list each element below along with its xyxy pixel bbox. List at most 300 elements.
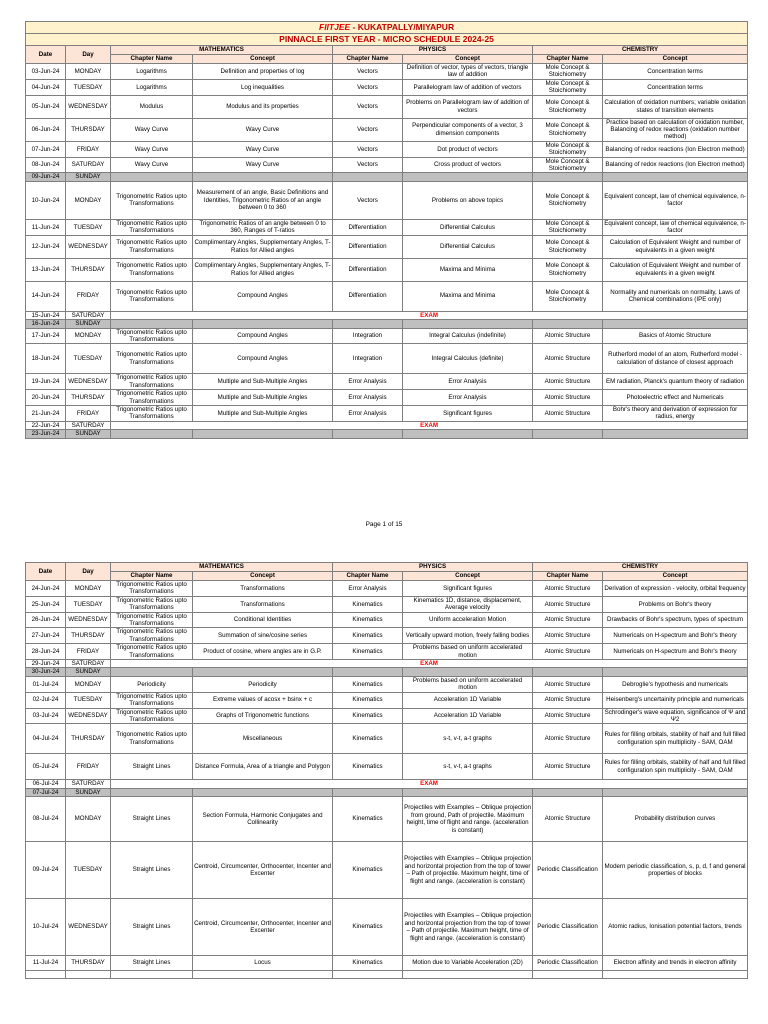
day-cell: SATURDAY: [66, 780, 111, 788]
physics-chapter-cell: Kinematics: [333, 842, 403, 899]
chemistry-concept-cell: Rutherford model of an atom, Rutherford model - calculation of distance of closest approach: [603, 344, 748, 374]
empty-cell: [403, 430, 533, 438]
fiitjee-logo: FIITJEE: [319, 22, 351, 32]
date-cell: 10-Jun-24: [26, 181, 66, 219]
math-chapter-cell: Logarithms: [111, 79, 193, 95]
chemistry-concept-cell: Numericals on H-spectrum and Bohr's theory: [603, 628, 748, 644]
sunday-row: [26, 668, 748, 676]
chemistry-concept-cell: Calculation of Equivalent Weight and number of equivalents in a given weight: [603, 258, 748, 281]
date-cell: [26, 971, 66, 979]
schedule-row: [26, 644, 748, 660]
exam-row: [26, 780, 748, 788]
math-chapter-cell: Trigonometric Ratios upto Transformations: [111, 374, 193, 390]
math-concept-cell: Wavy Curve: [193, 157, 333, 173]
empty-cell: [333, 788, 403, 796]
math-concept-cell: Log inequalities: [193, 79, 333, 95]
physics-concept-cell: Differential Calculus: [403, 235, 533, 258]
chemistry-chapter-cell: Atomic Structure: [533, 692, 603, 708]
schedule-row: [26, 219, 748, 235]
physics-chapter-cell: Error Analysis: [333, 374, 403, 390]
math-concept-cell: Centroid, Circumcenter, Orthocenter, Incenter and Excenter: [193, 899, 333, 956]
empty-cell: [193, 430, 333, 438]
math-concept-cell: Compound Angles: [193, 328, 333, 344]
date-cell: 28-Jun-24: [26, 644, 66, 660]
math-chapter-cell: Trigonometric Ratios upto Transformations: [111, 281, 193, 311]
day-cell: WEDNESDAY: [66, 612, 111, 628]
schedule-row: [26, 95, 748, 118]
date-cell: 21-Jun-24: [26, 405, 66, 421]
chemistry-concept-cell: Rules for filling orbitals, stability of half and full filled configuration spin multiplicity - SAM, OAM: [603, 724, 748, 754]
schedule-title: PINNACLE FIRST YEAR - MICRO SCHEDULE 2024-25: [26, 34, 748, 46]
schedule-row: [26, 899, 748, 956]
empty-cell: [333, 430, 403, 438]
math-concept-cell: Extreme values of acosx + bsinx + c: [193, 692, 333, 708]
math-concept-cell: Wavy Curve: [193, 141, 333, 157]
chemistry-concept-cell: Practice based on calculation of oxidation number, Balancing of redox reactions (oxidation number method): [603, 118, 748, 141]
day-cell: THURSDAY: [66, 258, 111, 281]
physics-chapter-cell: Kinematics: [333, 797, 403, 842]
physics-header: PHYSICS: [333, 563, 533, 572]
chemistry-chapter-cell: Mole Concept & Stoichiometry: [533, 281, 603, 311]
physics-chapter-cell: Vectors: [333, 181, 403, 219]
date-cell: 24-Jun-24: [26, 581, 66, 597]
chemistry-chapter-cell: Atomic Structure: [533, 344, 603, 374]
physics-chapter-cell: Kinematics: [333, 692, 403, 708]
chemistry-concept-cell: [603, 971, 748, 979]
exam-label: EXAM: [111, 660, 748, 668]
chemistry-chapter-cell: Atomic Structure: [533, 708, 603, 724]
chemistry-chapter-cell: Atomic Structure: [533, 676, 603, 692]
math-concept-cell: Conditional Identities: [193, 612, 333, 628]
schedule-row: [26, 141, 748, 157]
chemistry-header: CHEMISTRY: [533, 563, 748, 572]
chemistry-concept-cell: Rules for filling orbitals, stability of half and full filled configuration spin multiplicity - SAM, OAM: [603, 754, 748, 780]
day-cell: MONDAY: [66, 581, 111, 597]
chemistry-concept-cell: Calculation of oxidation numbers; variable oxidation states of transition elements: [603, 95, 748, 118]
chemistry-chapter-cell: Mole Concept & Stoichiometry: [533, 258, 603, 281]
sunday-row: [26, 320, 748, 328]
schedule-row: [26, 612, 748, 628]
day-cell: WEDNESDAY: [66, 235, 111, 258]
date-cell: 18-Jun-24: [26, 344, 66, 374]
empty-cell: [193, 788, 333, 796]
day-cell: THURSDAY: [66, 390, 111, 406]
math-concept-cell: Graphs of Trigonometric functions: [193, 708, 333, 724]
concept-header: Concept: [403, 572, 533, 581]
day-header: Day: [66, 563, 111, 581]
schedule-table-2: [25, 562, 748, 979]
physics-chapter-cell: Kinematics: [333, 708, 403, 724]
math-concept-cell: Locus: [193, 956, 333, 971]
chemistry-chapter-cell: Mole Concept & Stoichiometry: [533, 157, 603, 173]
schedule-row: [26, 956, 748, 971]
day-cell: FRIDAY: [66, 141, 111, 157]
date-cell: 08-Jun-24: [26, 157, 66, 173]
day-cell: MONDAY: [66, 676, 111, 692]
day-cell: TUESDAY: [66, 79, 111, 95]
math-concept-cell: Modulus and its properties: [193, 95, 333, 118]
page-number: Page 1 of 15: [365, 521, 403, 528]
day-cell: WEDNESDAY: [66, 899, 111, 956]
date-cell: 20-Jun-24: [26, 390, 66, 406]
sunday-row: [26, 430, 748, 438]
chemistry-chapter-cell: Atomic Structure: [533, 596, 603, 612]
chemistry-concept-cell: Heisenberg's uncertainity principle and numericals: [603, 692, 748, 708]
date-cell: 01-Jul-24: [26, 676, 66, 692]
math-chapter-cell: Wavy Curve: [111, 157, 193, 173]
empty-cell: [403, 173, 533, 181]
chemistry-chapter-cell: [533, 971, 603, 979]
math-chapter-cell: Periodicity: [111, 676, 193, 692]
date-cell: 14-Jun-24: [26, 281, 66, 311]
math-chapter-cell: Trigonometric Ratios upto Transformations: [111, 644, 193, 660]
physics-concept-cell: Acceleration 1D Variable: [403, 692, 533, 708]
math-chapter-cell: Modulus: [111, 95, 193, 118]
day-cell: MONDAY: [66, 328, 111, 344]
concept-header: Concept: [403, 55, 533, 64]
date-cell: 27-Jun-24: [26, 628, 66, 644]
date-cell: 29-Jun-24: [26, 660, 66, 668]
chemistry-concept-cell: Problems on Bohr's theory: [603, 596, 748, 612]
physics-concept-cell: s-t, v-t, a-t graphs: [403, 754, 533, 780]
empty-cell: [403, 788, 533, 796]
chemistry-concept-cell: Normality and numericals on normality, Laws of Chemical combinations (IPE only): [603, 281, 748, 311]
chapter-header: Chapter Name: [333, 572, 403, 581]
physics-concept-cell: Vertically upward motion, freely falling bodies: [403, 628, 533, 644]
schedule-row: [26, 374, 748, 390]
chemistry-chapter-cell: Atomic Structure: [533, 724, 603, 754]
math-chapter-cell: Trigonometric Ratios upto Transformations: [111, 181, 193, 219]
empty-cell: [193, 320, 333, 328]
physics-chapter-cell: Differentiation: [333, 281, 403, 311]
chapter-header: Chapter Name: [533, 55, 603, 64]
math-chapter-cell: Straight Lines: [111, 899, 193, 956]
exam-label: EXAM: [111, 780, 748, 788]
math-chapter-cell: Trigonometric Ratios upto Transformations: [111, 258, 193, 281]
physics-concept-cell: Perpendicular components of a vector, 3 dimension components: [403, 118, 533, 141]
day-cell: FRIDAY: [66, 405, 111, 421]
date-cell: 09-Jun-24: [26, 173, 66, 181]
schedule-row: [26, 181, 748, 219]
math-concept-cell: Measurement of an angle, Basic Definitions and Identities, Trigonometric Ratios of an angle between 0 to 360: [193, 181, 333, 219]
physics-chapter-cell: Vectors: [333, 141, 403, 157]
empty-cell: [533, 173, 603, 181]
math-concept-cell: Compound Angles: [193, 344, 333, 374]
date-cell: 11-Jul-24: [26, 956, 66, 971]
chemistry-concept-cell: Atomic radius, Ionisation potential factors, trends: [603, 899, 748, 956]
schedule-row: [26, 628, 748, 644]
physics-chapter-cell: Vectors: [333, 79, 403, 95]
day-cell: SUNDAY: [66, 320, 111, 328]
chemistry-concept-cell: Calculation of Equivalent Weight and number of equivalents in a given weight: [603, 235, 748, 258]
mathematics-header: MATHEMATICS: [111, 46, 333, 55]
exam-row: [26, 421, 748, 429]
date-cell: 11-Jun-24: [26, 219, 66, 235]
chemistry-header: CHEMISTRY: [533, 46, 748, 55]
chemistry-chapter-cell: Periodic Classification: [533, 956, 603, 971]
chemistry-concept-cell: Derivation of expression - velocity, orbital frequency: [603, 581, 748, 597]
physics-chapter-cell: Vectors: [333, 118, 403, 141]
physics-chapter-cell: Kinematics: [333, 724, 403, 754]
physics-chapter-cell: Error Analysis: [333, 405, 403, 421]
math-chapter-cell: Trigonometric Ratios upto Transformations: [111, 405, 193, 421]
schedule-row: [26, 328, 748, 344]
math-chapter-cell: Trigonometric Ratios upto Transformations: [111, 628, 193, 644]
math-chapter-cell: Trigonometric Ratios upto Transformations: [111, 596, 193, 612]
chemistry-chapter-cell: Periodic Classification: [533, 842, 603, 899]
chemistry-chapter-cell: Atomic Structure: [533, 644, 603, 660]
schedule-row: [26, 258, 748, 281]
day-cell: SATURDAY: [66, 660, 111, 668]
physics-chapter-cell: Differentiation: [333, 219, 403, 235]
date-cell: 05-Jun-24: [26, 95, 66, 118]
physics-chapter-cell: Differentiation: [333, 258, 403, 281]
chemistry-concept-cell: Concentration terms: [603, 79, 748, 95]
schedule-row: [26, 64, 748, 80]
physics-concept-cell: Integral Calculus (definite): [403, 344, 533, 374]
physics-concept-cell: Maxima and Minima: [403, 258, 533, 281]
day-cell: MONDAY: [66, 181, 111, 219]
date-cell: 30-Jun-24: [26, 668, 66, 676]
physics-concept-cell: Dot product of vectors: [403, 141, 533, 157]
schedule-row: [26, 281, 748, 311]
day-cell: THURSDAY: [66, 724, 111, 754]
chemistry-chapter-cell: Mole Concept & Stoichiometry: [533, 141, 603, 157]
chemistry-concept-cell: Debroglie's hypothesis and numericals: [603, 676, 748, 692]
sunday-row: [26, 788, 748, 796]
empty-cell: [111, 430, 193, 438]
empty-cell: [111, 320, 193, 328]
physics-chapter-cell: Differentiation: [333, 235, 403, 258]
schedule-row: [26, 344, 748, 374]
concept-header: Concept: [193, 572, 333, 581]
math-concept-cell: Multiple and Sub-Multiple Angles: [193, 374, 333, 390]
empty-cell: [333, 173, 403, 181]
schedule-row: [26, 842, 748, 899]
schedule-row: [26, 405, 748, 421]
physics-chapter-cell: Kinematics: [333, 596, 403, 612]
schedule-row: [26, 581, 748, 597]
math-concept-cell: Complimentary Angles, Supplementary Angles, T-Ratios for Allied angles: [193, 235, 333, 258]
schedule-table-1: [25, 21, 748, 439]
chemistry-chapter-cell: Atomic Structure: [533, 390, 603, 406]
day-cell: TUESDAY: [66, 219, 111, 235]
math-chapter-cell: Straight Lines: [111, 956, 193, 971]
day-cell: WEDNESDAY: [66, 95, 111, 118]
day-cell: THURSDAY: [66, 118, 111, 141]
math-concept-cell: Distance Formula, Area of a triangle and Polygon: [193, 754, 333, 780]
chemistry-concept-cell: Bohr's theory and derivation of expression for radius, energy: [603, 405, 748, 421]
math-concept-cell: Transformations: [193, 596, 333, 612]
date-cell: 06-Jun-24: [26, 118, 66, 141]
chemistry-concept-cell: Probability distribution curves: [603, 797, 748, 842]
schedule-row: [26, 797, 748, 842]
math-concept-cell: Centroid, Circumcenter, Orthocenter, Incenter and Excenter: [193, 842, 333, 899]
physics-concept-cell: Acceleration 1D Variable: [403, 708, 533, 724]
date-cell: 06-Jul-24: [26, 780, 66, 788]
chemistry-chapter-cell: Mole Concept & Stoichiometry: [533, 64, 603, 80]
physics-chapter-cell: Kinematics: [333, 676, 403, 692]
exam-label: EXAM: [111, 421, 748, 429]
physics-concept-cell: Problems based on uniform accelerated motion: [403, 676, 533, 692]
chemistry-concept-cell: Equivalent concept, law of chemical equivalence, n-factor: [604, 219, 746, 235]
physics-chapter-cell: Error Analysis: [333, 581, 403, 597]
concept-header: Concept: [193, 55, 333, 64]
schedule-row: [26, 118, 748, 141]
date-cell: 05-Jul-24: [26, 754, 66, 780]
math-chapter-cell: [111, 971, 193, 979]
math-concept-cell: Wavy Curve: [193, 118, 333, 141]
chapter-header: Chapter Name: [111, 55, 193, 64]
schedule-row: [26, 235, 748, 258]
day-cell: MONDAY: [66, 797, 111, 842]
physics-chapter-cell: Kinematics: [333, 956, 403, 971]
physics-chapter-cell: Kinematics: [333, 754, 403, 780]
physics-chapter-cell: [333, 971, 403, 979]
chemistry-concept-cell: EM radiation, Planck's quantum theory of radiation: [603, 374, 748, 390]
schedule-row: [26, 596, 748, 612]
chapter-header: Chapter Name: [111, 572, 193, 581]
physics-concept-cell: Error Analysis: [403, 390, 533, 406]
physics-concept-cell: Projectiles with Examples – Oblique projection and horizontal projection from the top of tower – Path of projectile. Maximum height, time of flight and range. (acceleration is constant): [403, 842, 533, 899]
exam-row: [26, 660, 748, 668]
day-cell: WEDNESDAY: [66, 708, 111, 724]
exam-row: [26, 311, 748, 319]
physics-concept-cell: Parallelogram law of addition of vectors: [403, 79, 533, 95]
math-chapter-cell: Trigonometric Ratios upto Transformations: [111, 235, 193, 258]
day-cell: SATURDAY: [66, 157, 111, 173]
physics-concept-cell: Significant figures: [403, 405, 533, 421]
physics-chapter-cell: Vectors: [333, 157, 403, 173]
chemistry-concept-cell: Concentration terms: [603, 64, 748, 80]
day-cell: TUESDAY: [66, 344, 111, 374]
physics-concept-cell: Cross product of vectors: [403, 157, 533, 173]
math-concept-cell: Miscellaneous: [193, 724, 333, 754]
physics-concept-cell: Maxima and Minima: [403, 281, 533, 311]
empty-cell: [603, 430, 748, 438]
chemistry-chapter-cell: Atomic Structure: [533, 797, 603, 842]
date-cell: 03-Jun-24: [26, 64, 66, 80]
sunday-row: [26, 173, 748, 181]
chemistry-chapter-cell: Mole Concept & Stoichiometry: [533, 181, 603, 219]
date-cell: 07-Jul-24: [26, 788, 66, 796]
physics-concept-cell: [403, 971, 533, 979]
concept-header: Concept: [603, 55, 748, 64]
math-chapter-cell: Wavy Curve: [111, 141, 193, 157]
physics-concept-cell: Problems based on uniform accelerated motion: [403, 644, 533, 660]
date-cell: 04-Jun-24: [26, 79, 66, 95]
math-chapter-cell: Trigonometric Ratios upto Transformations: [111, 219, 193, 235]
math-chapter-cell: Straight Lines: [111, 754, 193, 780]
date-cell: 04-Jul-24: [26, 724, 66, 754]
math-concept-cell: [193, 971, 333, 979]
physics-concept-cell: Problems on above topics: [403, 181, 533, 219]
chapter-header: Chapter Name: [533, 572, 603, 581]
math-chapter-cell: Trigonometric Ratios upto Transformations: [111, 390, 193, 406]
empty-cell: [193, 173, 333, 181]
physics-chapter-cell: Error Analysis: [333, 390, 403, 406]
math-chapter-cell: Trigonometric Ratios upto Transformations: [111, 328, 193, 344]
math-chapter-cell: Trigonometric Ratios upto Transformations: [111, 612, 193, 628]
date-cell: 22-Jun-24: [26, 421, 66, 429]
math-chapter-cell: Straight Lines: [111, 842, 193, 899]
chemistry-concept-cell: Schrodinger's wave equation, significance of Ψ and Ψ2: [603, 708, 748, 724]
day-cell: WEDNESDAY: [66, 374, 111, 390]
schedule-row: [26, 724, 748, 754]
day-cell: SUNDAY: [66, 430, 111, 438]
physics-concept-cell: s-t, v-t, a-t graphs: [403, 724, 533, 754]
physics-chapter-cell: Kinematics: [333, 612, 403, 628]
schedule-row: [26, 971, 748, 979]
physics-concept-cell: Definition of vector, types of vectors, triangle law of addition: [403, 64, 533, 80]
date-header: Date: [26, 46, 66, 64]
date-cell: 17-Jun-24: [26, 328, 66, 344]
empty-cell: [403, 668, 533, 676]
empty-cell: [333, 668, 403, 676]
math-chapter-cell: Trigonometric Ratios upto Transformations: [111, 692, 193, 708]
math-concept-cell: Complimentary Angles, Supplementary Angles, T-Ratios for Allied angles: [193, 258, 333, 281]
math-chapter-cell: Trigonometric Ratios upto Transformations: [111, 708, 193, 724]
empty-cell: [533, 668, 603, 676]
empty-cell: [603, 788, 748, 796]
chapter-header: Chapter Name: [333, 55, 403, 64]
empty-cell: [603, 320, 748, 328]
physics-chapter-cell: Vectors: [333, 95, 403, 118]
day-cell: SUNDAY: [66, 173, 111, 181]
empty-cell: [333, 320, 403, 328]
chemistry-chapter-cell: Periodic Classification: [533, 899, 603, 956]
day-cell: FRIDAY: [66, 644, 111, 660]
chemistry-chapter-cell: Atomic Structure: [533, 328, 603, 344]
math-concept-cell: Compound Angles: [193, 281, 333, 311]
day-cell: THURSDAY: [66, 956, 111, 971]
math-chapter-cell: Trigonometric Ratios upto Transformations: [111, 724, 193, 754]
date-cell: 02-Jul-24: [26, 692, 66, 708]
date-cell: 19-Jun-24: [26, 374, 66, 390]
chemistry-concept-cell: Balancing of redox reactions (Ion Electron method): [603, 157, 748, 173]
physics-concept-cell: Kinematics 1D, distance, displacement, Average velocity: [403, 596, 533, 612]
schedule-page-2: [25, 562, 747, 979]
day-header: Day: [66, 46, 111, 64]
empty-cell: [111, 668, 193, 676]
date-header: Date: [26, 563, 66, 581]
empty-cell: [111, 788, 193, 796]
physics-header: PHYSICS: [333, 46, 533, 55]
day-cell: THURSDAY: [66, 628, 111, 644]
chemistry-concept-cell: Equivalent concept, law of chemical equivalence, n-factor: [603, 181, 748, 219]
day-cell: SUNDAY: [66, 788, 111, 796]
date-cell: 26-Jun-24: [26, 612, 66, 628]
exam-label: EXAM: [111, 311, 748, 319]
physics-concept-cell: Problems on Parallelogram law of addition of vectors: [403, 95, 533, 118]
physics-chapter-cell: Vectors: [333, 64, 403, 80]
schedule-row: [26, 692, 748, 708]
schedule-row: [26, 754, 748, 780]
physics-concept-cell: Differential Calculus: [403, 219, 533, 235]
empty-cell: [111, 173, 193, 181]
math-concept-cell: Transformations: [193, 581, 333, 597]
day-cell: SUNDAY: [66, 668, 111, 676]
physics-concept-cell: Motion due to Variable Acceleration (2D): [403, 956, 533, 971]
math-chapter-cell: Trigonometric Ratios upto Transformations: [111, 581, 193, 597]
date-cell: 23-Jun-24: [26, 430, 66, 438]
physics-concept-cell: Projectiles with Examples – Oblique projection from ground, Path of projectile. Maximum height, time of flight and range. (acceleration is constant): [403, 797, 533, 842]
date-cell: 03-Jul-24: [26, 708, 66, 724]
day-cell: TUESDAY: [66, 692, 111, 708]
chemistry-concept-cell: Modern periodic classification, s, p, d, f and general properties of blocks: [603, 842, 748, 899]
physics-concept-cell: Uniform acceleration Motion: [403, 612, 533, 628]
math-concept-cell: Product of cosine, where angles are in G.P.: [193, 644, 333, 660]
